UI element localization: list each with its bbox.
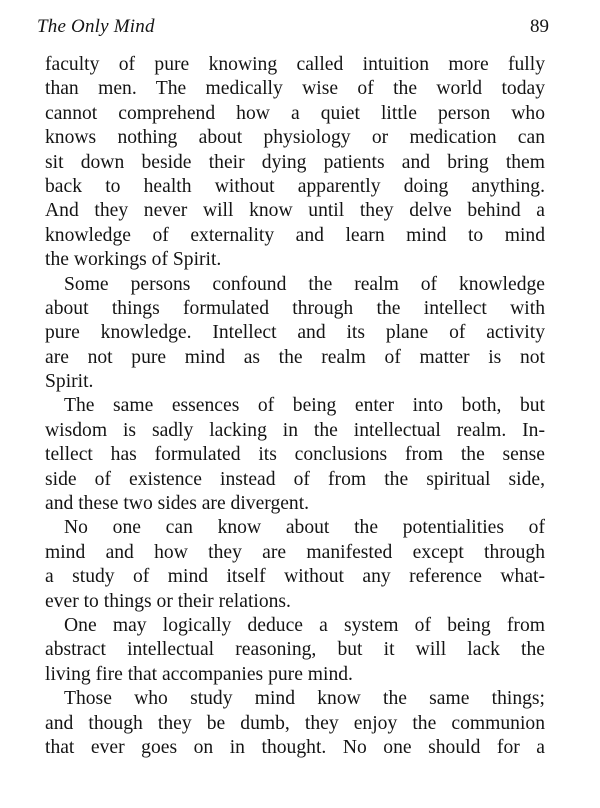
text-line: wisdom is sadly lacking in the intellectual realm. In-: [45, 419, 545, 441]
text-line: Spirit.: [45, 371, 94, 393]
text-line: sit down beside their dying patients and bring them: [45, 151, 545, 173]
running-title: The Only Mind: [37, 16, 155, 37]
text-line: and though they be dumb, they enjoy the communion: [45, 712, 545, 734]
body-text: [45, 53, 545, 760]
text-line: pure knowledge. Intellect and its plane of activity: [45, 322, 545, 344]
text-line: One may logically deduce a system of being from: [64, 614, 545, 636]
text-line: And they never will know until they delve behind a: [45, 200, 545, 222]
text-line: knowledge of externality and learn mind to mind: [45, 224, 545, 246]
text-line: Those who study mind know the same things;: [64, 688, 545, 710]
text-line: than men. The medically wise of the world today: [45, 78, 545, 100]
text-line: a study of mind itself without any reference what-: [45, 566, 545, 588]
text-line: back to health without apparently doing anything.: [45, 175, 545, 197]
text-line: living fire that accompanies pure mind.: [45, 663, 353, 685]
text-line: ever to things or their relations.: [45, 590, 291, 612]
text-line: and these two sides are divergent.: [45, 493, 310, 515]
text-line: The same essences of being enter into both, but: [64, 395, 545, 417]
text-line: side of existence instead of from the spiritual side,: [45, 468, 545, 490]
page-number: 89: [530, 16, 549, 37]
text-line: mind and how they are manifested except through: [45, 541, 545, 563]
text-line: Some persons confound the realm of knowledge: [64, 273, 545, 295]
text-line: the workings of Spirit.: [45, 249, 222, 271]
text-line: knows nothing about physiology or medication can: [45, 127, 545, 149]
text-line: are not pure mind as the realm of matter is not: [45, 346, 545, 368]
text-line: No one can know about the potentialities of: [64, 517, 545, 539]
text-line: cannot comprehend how a quiet little person who: [45, 102, 545, 124]
text-line: tellect has formulated its conclusions from the sense: [45, 444, 545, 466]
text-line: about things formulated through the intellect with: [45, 297, 545, 319]
text-line: abstract intellectual reasoning, but it will lack the: [45, 639, 545, 661]
text-line: that ever goes on in thought. No one should for a: [45, 736, 545, 758]
text-line: faculty of pure knowing called intuition more fully: [45, 54, 545, 75]
page-header: [37, 10, 549, 42]
